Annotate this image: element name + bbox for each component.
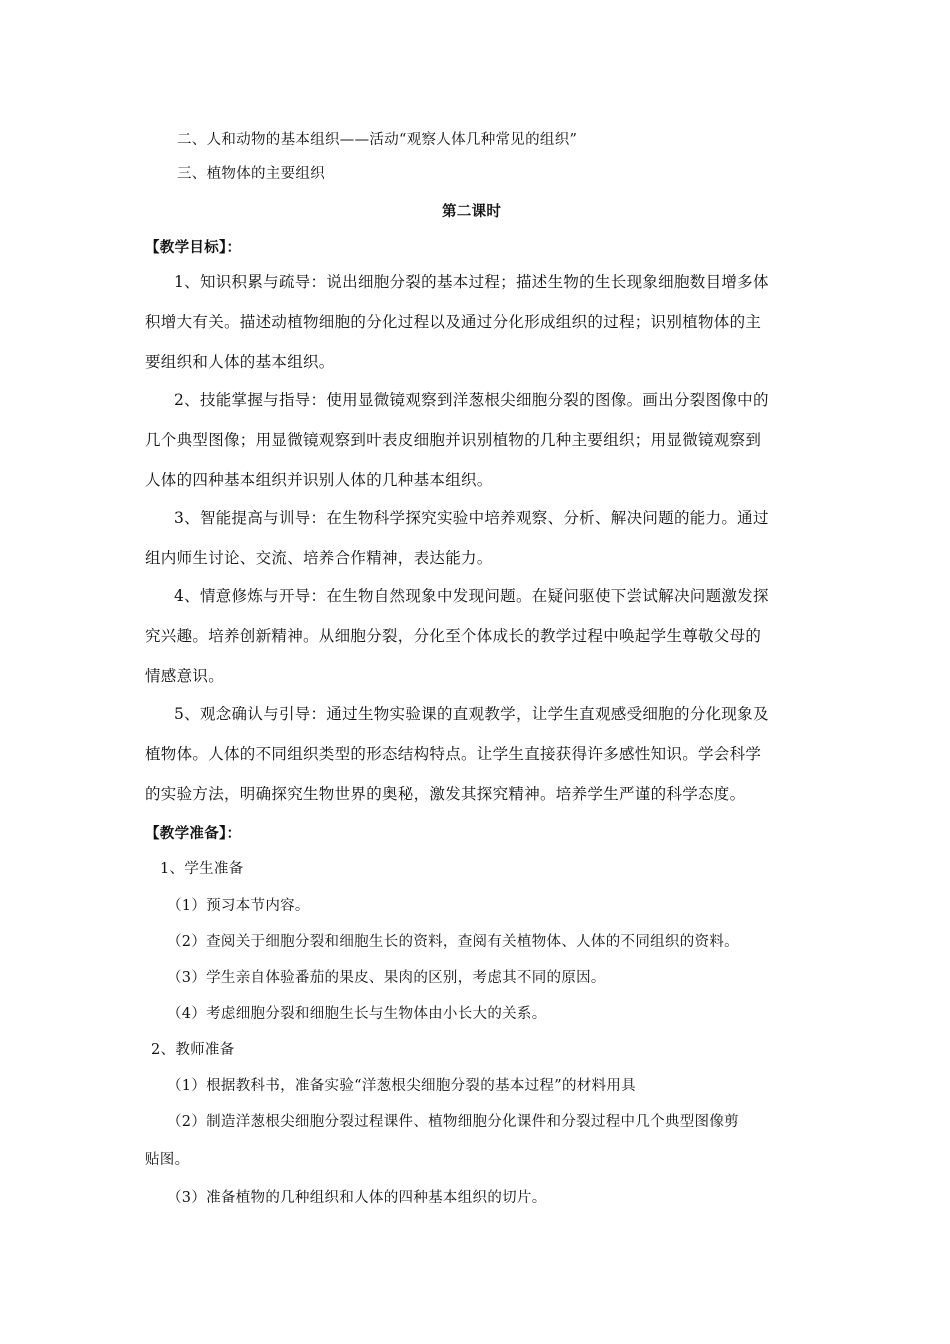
section-item-3: 三、植物体的主要组织 [177, 166, 325, 182]
goal-1-line-1: 1、知识积累与疏导：说出细胞分裂的基本过程；描述生物的生长现象细胞数目增多体 [174, 273, 769, 291]
goal-2-line-2: 几个典型图像；用显微镜观察到叶表皮细胞并识别植物的几种主要组织；用显微镜观察到 [145, 431, 762, 449]
goal-4-line-1: 4、情意修炼与开导：在生物自然现象中发现问题。在疑问驱使下尝试解决问题激发探 [174, 587, 769, 605]
goal-1-line-3: 要组织和人体的基本组织。 [145, 353, 335, 371]
teacher-prep-item-2-line-2: 贴图。 [145, 1152, 190, 1168]
student-prep-title: 1、学生准备 [160, 861, 244, 877]
teacher-prep-item-1: （1）根据教科书，准备实验“洋葱根尖细胞分裂的基本过程”的材料用具 [167, 1078, 636, 1094]
goal-5-line-2: 植物体。人体的不同组织类型的形态结构特点。让学生直接获得许多感性知识。学会科学 [145, 745, 762, 763]
teacher-prep-item-2-line-1: （2）制造洋葱根尖细胞分裂过程课件、植物细胞分化课件和分裂过程中几个典型图像剪 [167, 1114, 739, 1130]
student-prep-item-1: （1）预习本节内容。 [167, 898, 310, 914]
section-item-2: 二、人和动物的基本组织——活动“观察人体几种常见的组织” [177, 132, 578, 148]
student-prep-item-4: （4）考虑细胞分裂和细胞生长与生物体由小长大的关系。 [167, 1006, 547, 1022]
objectives-heading: 【教学目标】： [145, 240, 242, 256]
goal-2-line-3: 人体的四种基本组织并识别人体的几种基本组织。 [145, 471, 493, 489]
goal-3-line-2: 组内师生讨论、交流、培养合作精神，表达能力。 [145, 549, 493, 567]
goal-4-line-3: 情感意识。 [145, 667, 225, 685]
teacher-prep-item-3: （3）准备植物的几种组织和人体的四种基本组织的切片。 [167, 1190, 547, 1206]
goal-4-line-2: 究兴趣。培养创新精神。从细胞分裂，分化至个体成长的教学过程中唤起学生尊敬父母的 [145, 627, 762, 645]
goal-2-line-1: 2、技能掌握与指导：使用显微镜观察到洋葱根尖细胞分裂的图像。画出分裂图像中的 [174, 391, 769, 409]
goal-5-line-1: 5、观念确认与引导：通过生物实验课的直观教学，让学生直观感受细胞的分化现象及 [174, 705, 769, 723]
student-prep-item-2: （2）查阅关于细胞分裂和细胞生长的资料，查阅有关植物体、人体的不同组织的资料。 [167, 934, 739, 950]
goal-5-line-3: 的实验方法，明确探究生物世界的奥秘，激发其探究精神。培养学生严谨的科学态度。 [145, 785, 746, 803]
teacher-prep-title: 2、教师准备 [151, 1042, 235, 1058]
goal-3-line-1: 3、智能提高与训导：在生物科学探究实验中培养观察、分析、解决问题的能力。通过 [174, 509, 769, 527]
goal-1-line-2: 积增大有关。描述动植物细胞的分化过程以及通过分化形成组织的过程；识别植物体的主 [145, 313, 762, 331]
student-prep-item-3: （3）学生亲自体验番茄的果皮、果肉的区别，考虑其不同的原因。 [167, 970, 606, 986]
preparation-heading: 【教学准备】： [145, 826, 242, 842]
lesson-title: 第二课时 [442, 204, 502, 220]
